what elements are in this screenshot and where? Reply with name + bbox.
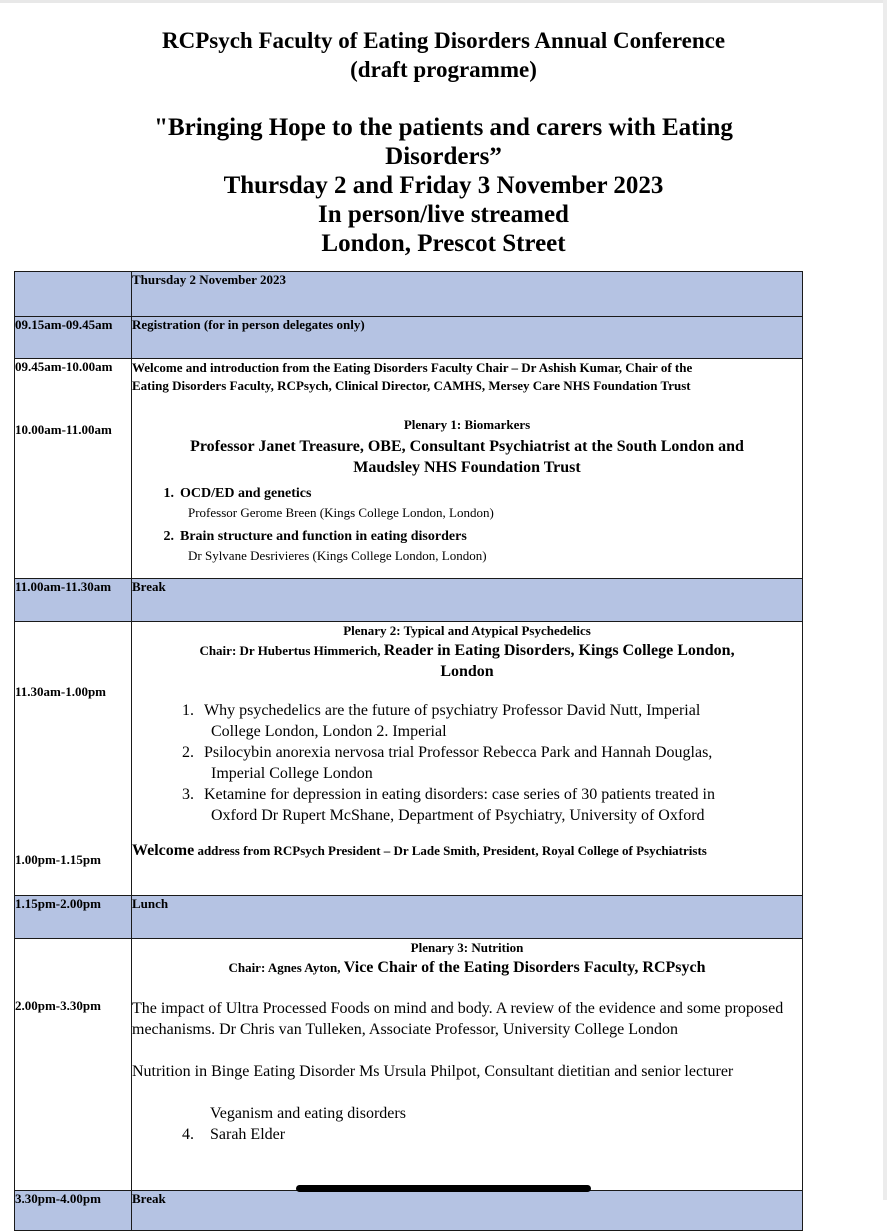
welcome-line-2: Eating Disorders Faculty, RCPsych, Clinical Director, CAMHS, Mersey Care NHS Foundation Trust [132, 378, 691, 393]
speaker: Dr Sylvane Desrivieres (Kings College London, London) [188, 548, 487, 563]
plenary1-chair [132, 436, 802, 478]
top-strip [0, 0, 887, 3]
time-cell: 09.15am-09.45am [15, 317, 132, 359]
time-cell: 1.15pm-2.00pm [15, 896, 132, 939]
document-header [0, 26, 887, 258]
time-cell: 10.00am-11.00am [15, 422, 112, 437]
plenary3-talk-3-speaker: 4. Sarah Elder [182, 1126, 286, 1143]
plenary1-chair-line-2: Maudsley NHS Foundation Trust [353, 459, 581, 476]
theme-line-2: Disorders” [385, 143, 502, 170]
welcome-plenary1-row [15, 359, 803, 579]
plenary1-list [132, 484, 802, 566]
list-item: 1. OCD/ED and genetics [163, 486, 312, 501]
time-cell: 2.00pm-3.30pm [15, 998, 101, 1013]
conference-format: In person/live streamed [318, 201, 569, 228]
plenary2-welcome-row [15, 622, 803, 896]
day-heading: Thursday 2 November 2023 [132, 272, 803, 317]
day-heading-row [15, 272, 803, 317]
theme-line-1: "Bringing Hope to the patients and carers with Eating [154, 114, 733, 141]
programme-table [14, 271, 803, 1231]
welcome-line-1: Welcome and introduction from the Eating Disorders Faculty Chair – Dr Ashish Kumar, Chair of the [132, 360, 693, 375]
list-item: 2. Brain structure and function in eating disorders [163, 529, 467, 544]
plenary3-chair: Chair: Agnes Ayton, Vice Chair of the Eating Disorders Faculty, RCPsych [228, 959, 706, 976]
conference-venue: London, Prescot Street [321, 230, 566, 257]
time-cell: 11.00am-11.30am [15, 579, 132, 622]
conference-dates: Thursday 2 and Friday 3 November 2023 [223, 172, 664, 199]
time-cell: 09.45am-10.00am [15, 359, 113, 374]
plenary1-title: Plenary 1: Biomarkers [403, 417, 531, 432]
conference-title: RCPsych Faculty of Eating Disorders Annual Conference [161, 28, 726, 53]
plenary3-talk-3-title: Veganism and eating disorders [210, 1105, 406, 1122]
plenary1-chair-line-1: Professor Janet Treasure, OBE, Consultant Psychiatrist at the South London and [190, 438, 744, 455]
break-text: Break [132, 579, 803, 622]
plenary2-list: 1. Why psychedelics are the future of psychiatry Professor David Nutt, Imperial College London, London 2. Imperial 2. Psilocybin anorexia nervosa trial Professor Rebecca Park and Hannah Douglas, Imperial College London 3. Ketamine for depression in eating disorders: case series of 30 patients treated in Oxford Dr Rupert McShane, Department of Psychiatry, University of Oxford [132, 700, 802, 826]
registration-row [15, 317, 803, 359]
time-cell: 3.30pm-4.00pm [15, 1191, 132, 1231]
lunch-text: Lunch [132, 896, 803, 939]
time-cell: 11.30am-1.00pm [15, 684, 106, 699]
break-row [15, 579, 803, 622]
draft-label: (draft programme) [350, 57, 537, 82]
plenary2-chair: Chair: Dr Hubertus Himmerich, Reader in Eating Disorders, Kings College London, London [199, 642, 735, 680]
welcome-address: Welcome address from RCPsych President – Dr Lade Smith, President, Royal College of Psychiatrists [132, 842, 707, 859]
list-item: 3. Ketamine for depression in eating disorders: case series of 30 patients treated in [182, 786, 715, 803]
afternoon-break-row [15, 1191, 803, 1231]
spacer [0, 84, 887, 113]
home-indicator[interactable] [296, 1185, 591, 1192]
break-text: Break [132, 1191, 803, 1231]
plenary3-talk-2: Nutrition in Binge Eating Disorder Ms Ursula Philpot, Consultant dietitian and senior lecturer [132, 1063, 734, 1080]
plenary2-title: Plenary 2: Typical and Atypical Psychedelics [343, 623, 591, 638]
lunch-row [15, 896, 803, 939]
list-item: 2. Psilocybin anorexia nervosa trial Professor Rebecca Park and Hannah Douglas, [182, 744, 713, 761]
registration-text: Registration (for in person delegates only) [132, 317, 803, 359]
speaker: Professor Gerome Breen (Kings College London, London) [188, 505, 494, 520]
welcome-text [132, 359, 802, 395]
time-cell: 1.00pm-1.15pm [15, 852, 101, 867]
list-item: 1. Why psychedelics are the future of psychiatry Professor David Nutt, Imperial [182, 702, 701, 719]
plenary3-talk-1: The impact of Ultra Processed Foods on mind and body. A review of the evidence and some proposed mechanisms. Dr Chris van Tulleken, Associate Professor, University College London [132, 1000, 784, 1038]
plenary3-title: Plenary 3: Nutrition [410, 940, 524, 955]
plenary3-row [15, 939, 803, 1191]
